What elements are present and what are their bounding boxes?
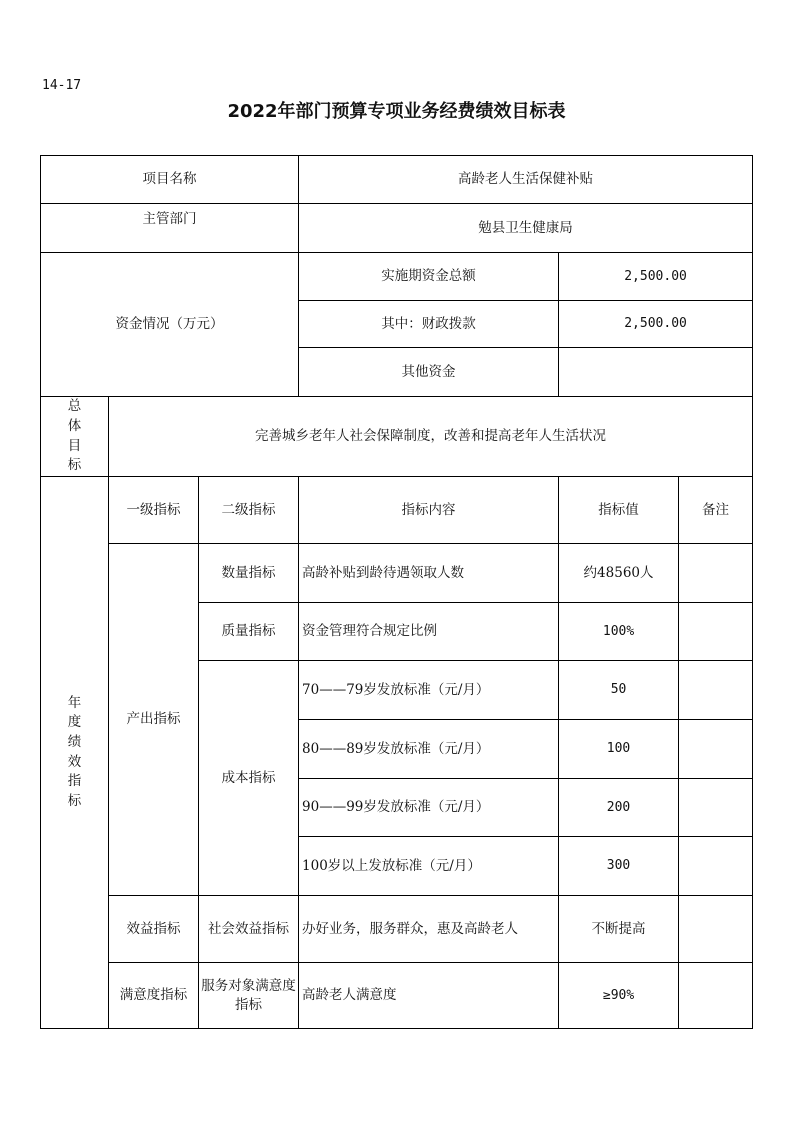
satisfaction-row <box>41 963 753 1029</box>
indicator-value: 50 <box>559 661 679 720</box>
indicator-note <box>679 779 753 837</box>
header-level2: 二级指标 <box>199 477 299 544</box>
overall-goal-text: 完善城乡老年人社会保障制度，改善和提高老年人生活状况 <box>109 397 753 477</box>
department-value: 勉县卫生健康局 <box>299 204 753 253</box>
funds-row-value: 2,500.00 <box>559 301 753 348</box>
indicator-value: 100% <box>559 603 679 661</box>
satisfaction-indicator: 满意度指标 <box>109 963 199 1029</box>
funds-row-label: 实施期资金总额 <box>299 253 559 301</box>
funds-label: 资金情况（万元） <box>41 253 299 397</box>
project-name-value: 高龄老人生活保健补贴 <box>299 156 753 204</box>
overall-goal-row <box>41 397 753 477</box>
indicator-value: ≥90% <box>559 963 679 1029</box>
indicator-value: 200 <box>559 779 679 837</box>
indicator-content: 办好业务，服务群众，惠及高龄老人 <box>299 896 559 963</box>
header-note: 备注 <box>679 477 753 544</box>
department-row <box>41 204 753 253</box>
header-value: 指标值 <box>559 477 679 544</box>
benefit-row <box>41 896 753 963</box>
indicator-note <box>679 603 753 661</box>
quantity-row <box>41 544 753 603</box>
indicator-note <box>679 963 753 1029</box>
social-benefit-indicator: 社会效益指标 <box>199 896 299 963</box>
page-code: 14-17 <box>42 78 82 93</box>
funds-row-value <box>559 348 753 397</box>
indicator-header-row <box>41 477 753 544</box>
funds-total-row <box>41 253 753 301</box>
indicator-value: 不断提高 <box>559 896 679 963</box>
indicator-value: 300 <box>559 837 679 896</box>
project-name-label: 项目名称 <box>41 156 299 204</box>
indicator-content: 高龄补贴到龄待遇领取人数 <box>299 544 559 603</box>
annual-indicator-label: 年 度 绩 效 指 标 <box>41 477 109 1029</box>
indicator-note <box>679 896 753 963</box>
header-content: 指标内容 <box>299 477 559 544</box>
indicator-content: 90——99岁发放标准（元/月） <box>299 779 559 837</box>
indicator-note <box>679 720 753 779</box>
indicator-note <box>679 837 753 896</box>
indicator-note <box>679 661 753 720</box>
indicator-content: 资金管理符合规定比例 <box>299 603 559 661</box>
funds-row-label: 其中：财政拨款 <box>299 301 559 348</box>
output-indicator: 产出指标 <box>109 544 199 896</box>
funds-row-label: 其他资金 <box>299 348 559 397</box>
quantity-indicator: 数量指标 <box>199 544 299 603</box>
service-satisfaction-indicator: 服务对象满意度指标 <box>199 963 299 1029</box>
benefit-indicator: 效益指标 <box>109 896 199 963</box>
project-name-row <box>41 156 753 204</box>
performance-target-table <box>40 155 753 1029</box>
cost-indicator: 成本指标 <box>199 661 299 896</box>
header-level1: 一级指标 <box>109 477 199 544</box>
indicator-value: 约48560人 <box>559 544 679 603</box>
indicator-note <box>679 544 753 603</box>
indicator-content: 70——79岁发放标准（元/月） <box>299 661 559 720</box>
indicator-content: 80——89岁发放标准（元/月） <box>299 720 559 779</box>
department-label: 主管部门 <box>41 204 299 253</box>
quality-indicator: 质量指标 <box>199 603 299 661</box>
overall-goal-label: 总 体 目 标 <box>41 397 109 477</box>
indicator-content: 高龄老人满意度 <box>299 963 559 1029</box>
indicator-content: 100岁以上发放标准（元/月） <box>299 837 559 896</box>
page-title: 2022年部门预算专项业务经费绩效目标表 <box>227 101 566 122</box>
funds-row-value: 2,500.00 <box>559 253 753 301</box>
indicator-value: 100 <box>559 720 679 779</box>
